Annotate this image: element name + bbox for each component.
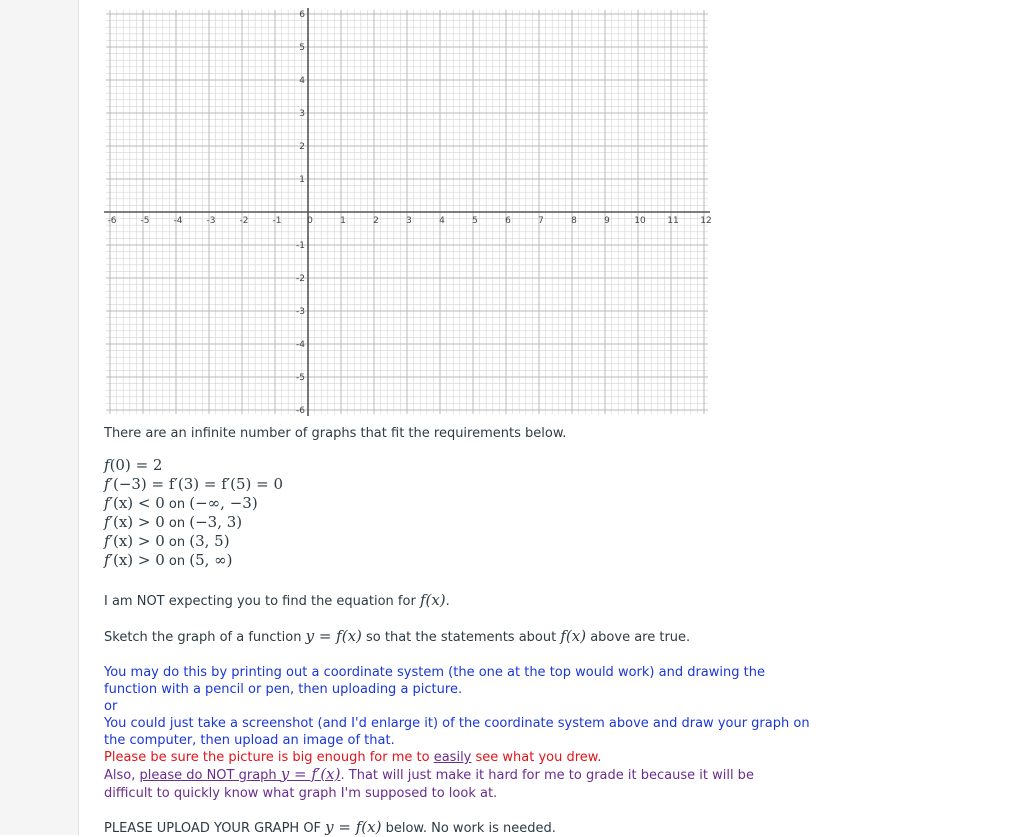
x-tick-label: 0	[307, 216, 313, 226]
upload-instruction: PLEASE UPLOAD YOUR GRAPH OF y = f(x) below. No work is needed.	[104, 818, 556, 836]
coordinate-grid	[104, 0, 728, 424]
y-tick-label: 5	[299, 43, 305, 53]
x-tick-label: 8	[571, 216, 577, 226]
y-tick-label: -6	[296, 406, 305, 416]
requirements-list	[104, 455, 283, 569]
intro-text: There are an infinite number of graphs that fit the requirements below.	[104, 426, 567, 441]
requirement-item: f′(x) < 0 on (−∞, −3)	[104, 494, 258, 512]
x-tick-label: -1	[272, 216, 282, 226]
requirement-item: f′(x) > 0 on (5, ∞)	[104, 551, 233, 569]
x-tick-label: 11	[667, 216, 679, 226]
x-tick-label: -5	[140, 216, 150, 226]
x-tick-label: -2	[239, 216, 249, 226]
option1-line2: function with a pencil or pen, then uploading a picture.	[104, 682, 463, 697]
x-tick-label: 6	[505, 216, 511, 226]
requirement-item: f′(−3) = f′(3) = f′(5) = 0	[104, 475, 284, 493]
do-not-graph-link[interactable]: please do NOT graph y = f′(x)	[139, 765, 341, 783]
x-tick-label: 10	[634, 216, 646, 226]
requirement-item: f′(x) > 0 on (−3, 3)	[104, 513, 243, 531]
y-tick-label: -5	[296, 373, 305, 383]
x-tick-label: 1	[340, 216, 346, 226]
x-tick-label: 7	[538, 216, 544, 226]
x-tick-label: 12	[700, 216, 712, 226]
x-tick-label: -4	[173, 216, 183, 226]
easily-link[interactable]: easily	[433, 750, 472, 765]
x-tick-label: 5	[472, 216, 478, 226]
x-tick-label: -3	[206, 216, 216, 226]
also-note: Also, please do NOT graph y = f′(x). That will just make it hard for me to grade it because it will be	[104, 765, 754, 783]
also-note-line2: difficult to quickly know what graph I'm supposed to look at.	[104, 786, 498, 801]
y-tick-label: -4	[296, 340, 305, 350]
x-tick-label: 3	[406, 216, 412, 226]
x-tick-label: 4	[439, 216, 445, 226]
y-tick-label: 2	[299, 142, 305, 152]
requirement-item: f(0) = 2	[104, 456, 163, 474]
y-tick-label: 1	[299, 175, 305, 185]
x-tick-label: -6	[107, 216, 117, 226]
y-tick-label: -3	[296, 307, 305, 317]
y-tick-label: 3	[299, 109, 305, 119]
y-tick-label: 6	[299, 10, 305, 20]
y-tick-label: -2	[296, 274, 305, 284]
requirement-item: f′(x) > 0 on (3, 5)	[104, 532, 230, 550]
left-sidebar	[0, 0, 79, 835]
option2-line2: the computer, then upload an image of that.	[104, 733, 395, 748]
x-tick-label: 9	[604, 216, 610, 226]
sketch-instruction: Sketch the graph of a function y = f(x) so that the statements about f(x) above are true.	[104, 627, 691, 645]
or-text: or	[104, 699, 118, 714]
not-expecting-text: I am NOT expecting you to find the equation for f(x).	[104, 591, 450, 609]
picture-size-note: Please be sure the picture is big enough for me to easily see what you drew.	[104, 750, 602, 765]
option1-line1: You may do this by printing out a coordinate system (the one at the top would work) and drawing the	[104, 665, 765, 680]
y-tick-label: -1	[296, 241, 305, 251]
x-tick-label: 2	[373, 216, 379, 226]
y-tick-label: 4	[299, 76, 305, 86]
option2-line1: You could just take a screenshot (and I'd enlarge it) of the coordinate system above and draw your graph on	[104, 716, 810, 731]
